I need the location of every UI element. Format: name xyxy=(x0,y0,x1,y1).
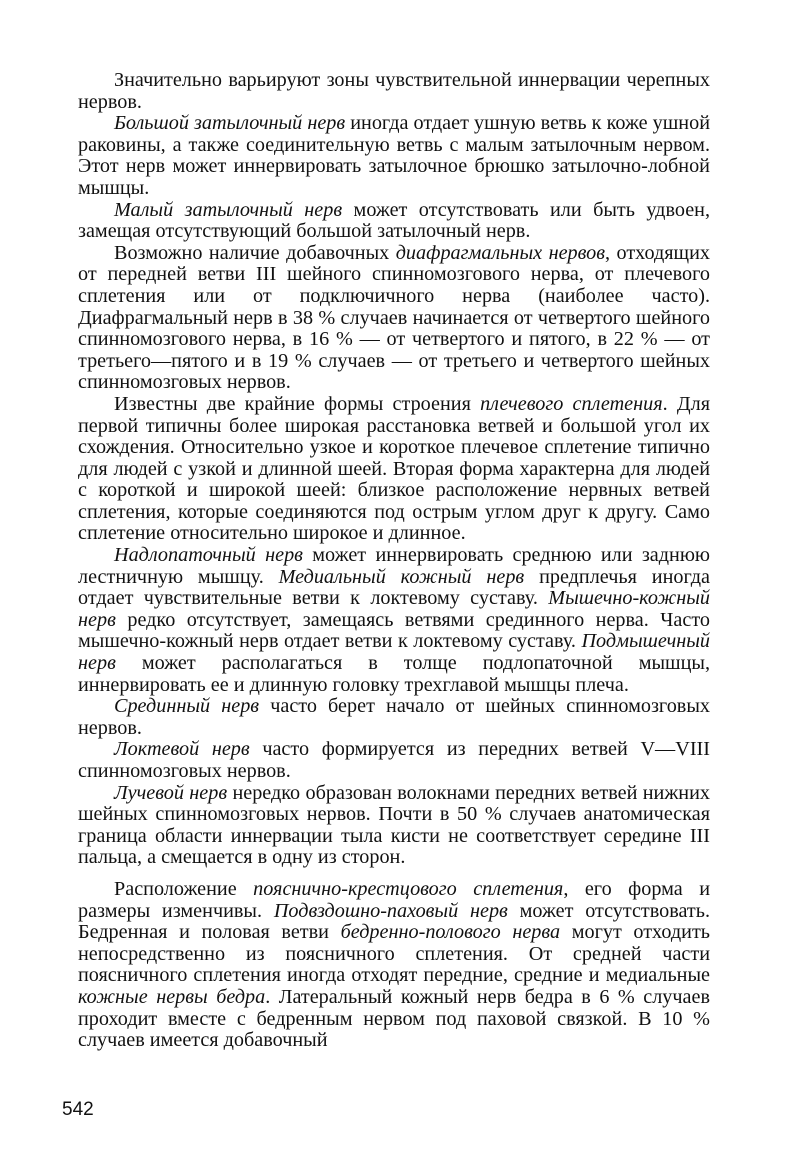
text-segment: . Для первой типичны более широкая расстановка ветвей и большой угол их схождения. Относительно узкое и короткое плечевое сплетение типично для людей с узкой и длинной шеей. Вторая форма характерна для людей с короткой и широкой шеей: близкое расположение нервных ветвей сплетения, которые соединяются под острым углом друг к другу. Само сплетение относительно широкое и длинное. xyxy=(78,392,710,545)
term-italic: Подвздошно-паховый нерв xyxy=(273,899,508,922)
term-italic: Локтевой нерв xyxy=(114,738,250,761)
paragraph-brachial-plexus xyxy=(78,394,710,545)
term-italic: Медиальный кожный нерв xyxy=(278,565,525,588)
term-italic: Мышечно-кожный нерв xyxy=(78,587,710,631)
text-segment: , отходящих от передней ветви III шейного спинномозгового нерва, от плечевого сплетения или от подключичного нерва (наиболее часто). Диафрагмальный нерв в 38 % случаев начинается от четвертого шейного спинномозгового нерва, в 16 % — от четвертого и пятого, в 22 % — от третьего—пятого и в 19 % случаев — от третьего и четвертого шейных спинномозговых нервов. xyxy=(78,241,710,394)
term-italic: Надлопаточный нерв xyxy=(114,544,303,567)
term-italic: бедренно-полового нерва xyxy=(340,921,561,944)
text-segment: , его форма и размеры изменчивы. xyxy=(78,877,710,922)
text-segment: могут отходить непосредственно из поясничного сплетения. От средней части поясничного сплетения иногда отходят передние, средние и медиальные xyxy=(78,921,710,987)
term-italic: Лучевой нерв xyxy=(114,781,228,804)
paragraph-suprascapular-nerve xyxy=(78,545,710,696)
text-segment: часто формируется из передних ветвей V—VIII спинномозговых нервов. xyxy=(78,738,710,782)
text-segment: Значительно варьируют зоны чувствительной иннервации черепных нервов. xyxy=(78,69,710,113)
text-segment: может иннервировать среднюю или заднюю лестничную мышцу. xyxy=(78,544,711,588)
term-italic: Срединный нерв xyxy=(114,695,260,718)
term-italic: кожные нервы бедра xyxy=(78,985,266,1008)
paragraph-median-nerve xyxy=(78,696,710,739)
paragraph-radial-nerve xyxy=(78,783,710,869)
text-segment: может отсутствовать. Бедренная и половая ветви xyxy=(78,899,710,944)
text-segment: Расположение xyxy=(114,877,254,900)
paragraph-lesser-occipital-nerve xyxy=(78,200,710,243)
paragraph-greater-occipital-nerve xyxy=(78,113,710,199)
paragraph-phrenic-nerves xyxy=(78,243,710,394)
term-italic: Подмышечный нерв xyxy=(78,630,710,675)
text-segment: . Латеральный кожный нерв бедра в 6 % случаев проходит вместе с бедренным нервом под паховой связкой. В 10 % случаев имеется добавочный xyxy=(78,985,710,1052)
term-italic: Большой затылочный нерв xyxy=(114,112,346,135)
text-segment: Возможно наличие добавочных xyxy=(114,241,396,264)
term-italic: пояснично-крестцового сплетения xyxy=(253,877,564,900)
text-segment: часто берет начало от шейных спинномозговых нервов. xyxy=(78,695,710,739)
page-number: 542 xyxy=(62,1099,94,1120)
term-italic: Малый затылочный нерв xyxy=(114,198,343,221)
text-segment: может располагаться в толще подлопаточной мышцы, иннервировать ее и длинную головку трехглавой мышцы плеча. xyxy=(78,652,710,696)
text-segment: иногда отдает ушную ветвь к коже ушной раковины, а также соединительную ветвь с малым затылочным нервом. Этот нерв может иннервировать затылочное брюшко затылочно-лобной мышцы. xyxy=(78,112,710,199)
term-italic: диафрагмальных нервов xyxy=(395,241,605,264)
paragraph-ulnar-nerve xyxy=(78,739,710,782)
paragraph-lumbosacral-plexus xyxy=(78,879,710,1052)
term-italic: плечевого сплетения xyxy=(480,392,663,415)
text-segment: может отсутствовать или быть удвоен, замещая отсутствующий большой затылочный нерв. xyxy=(78,198,710,243)
text-segment: нередко образован волокнами передних ветвей нижних шейных спинномозговых нервов. Почти в 50 % случаев анатомическая граница области иннервации тыла кисти не соответствует середине III пальца, а смещается в одну из сторон. xyxy=(78,781,710,869)
text-segment: Известны две крайние формы строения xyxy=(114,392,481,415)
text-segment: редко отсутствует, замещаясь ветвями срединного нерва. Часто мышечно-кожный нерв отдает ветви к локтевому суставу. xyxy=(78,608,710,653)
page-body xyxy=(78,70,710,1052)
paragraph-cranial-nerves xyxy=(78,70,710,113)
text-segment: предплечья иногда отдает чувствительные ветви к локтевому суставу. xyxy=(78,565,710,610)
